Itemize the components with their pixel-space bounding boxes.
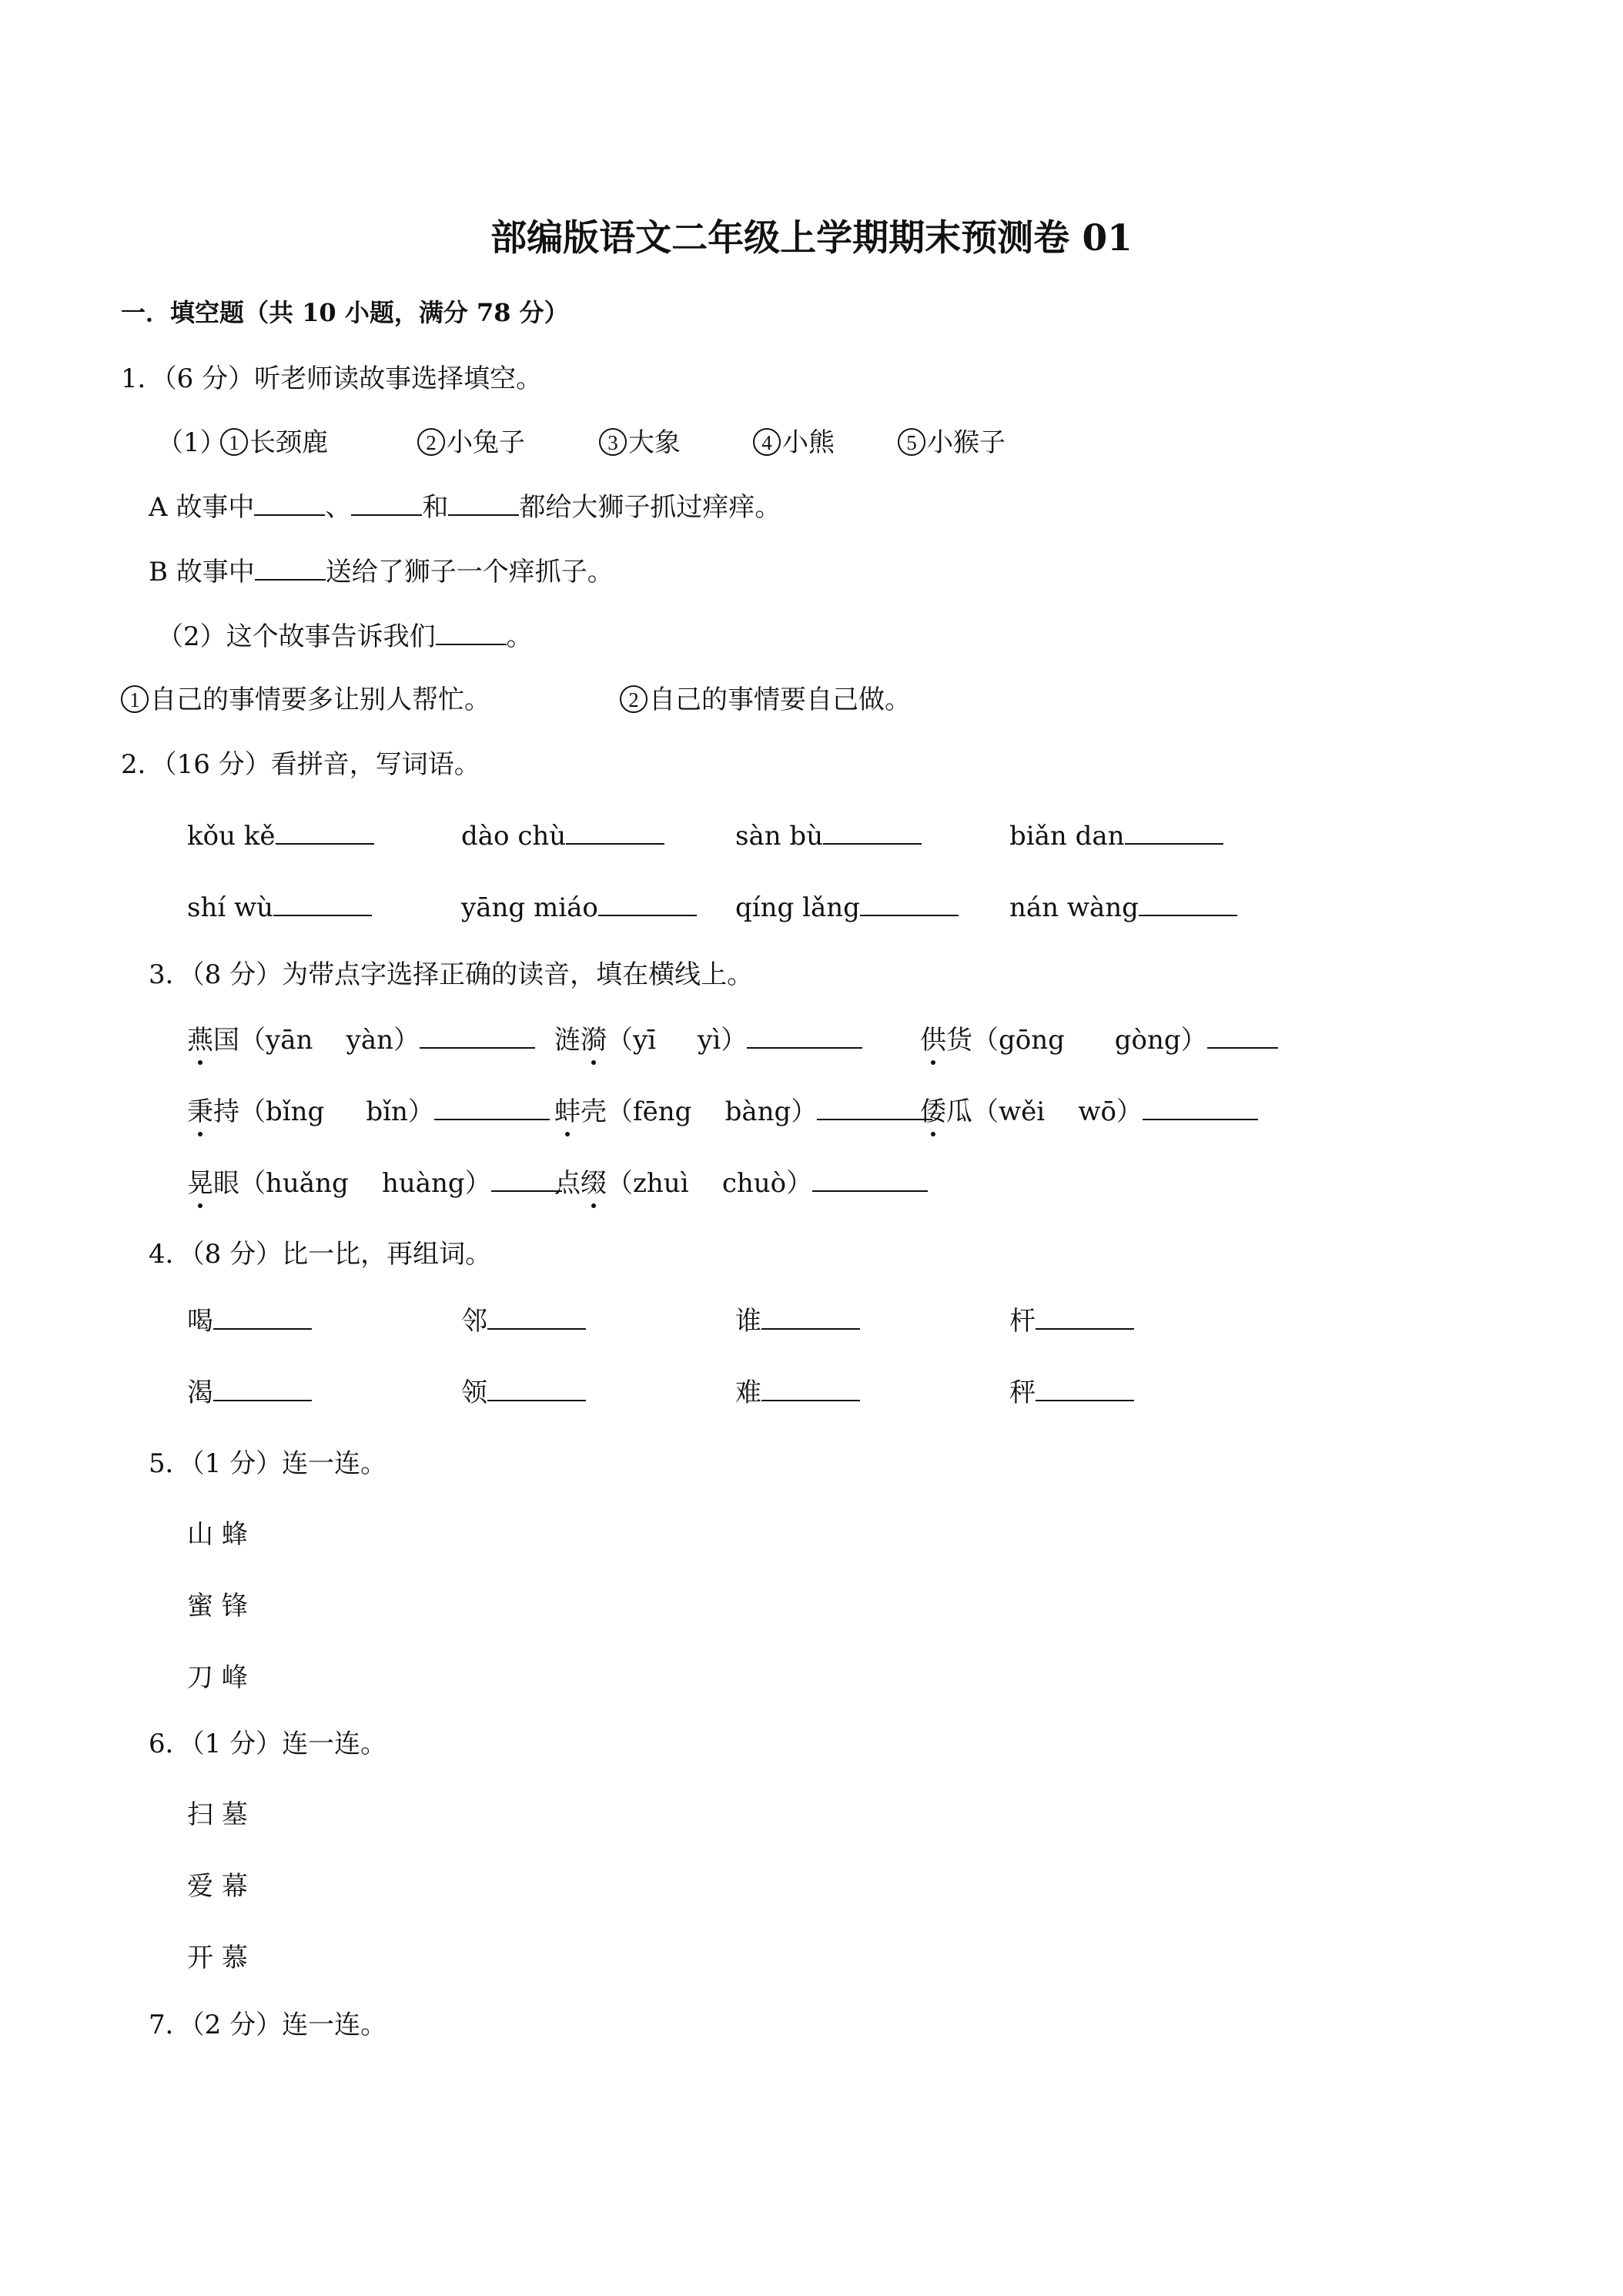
- pinyin-item: [461, 892, 697, 923]
- q4-row-2: [187, 1377, 1265, 1407]
- dotted-char: 倭: [920, 1096, 946, 1127]
- pinyin-item: [461, 820, 664, 852]
- answer-blank[interactable]: [213, 1305, 312, 1330]
- text: （: [607, 1025, 633, 1056]
- right-char[interactable]: 幕: [221, 1871, 248, 1902]
- right-char[interactable]: 蜂: [221, 1519, 248, 1550]
- char-item: [461, 1305, 586, 1337]
- circled-number: 1: [220, 428, 248, 456]
- q1-choice-2: [620, 684, 911, 715]
- character: 喝: [187, 1306, 213, 1337]
- character: 谁: [735, 1306, 761, 1337]
- answer-blank[interactable]: [254, 491, 325, 516]
- pinyin-option: zhuì: [633, 1168, 689, 1199]
- option-text: 小猴子: [927, 427, 1006, 458]
- q7-stem: 7．（2 分）连一连。: [149, 2010, 387, 2040]
- answer-blank[interactable]: [420, 1024, 535, 1049]
- dotted-char: 燕: [187, 1025, 213, 1056]
- answer-blank[interactable]: [1125, 820, 1223, 845]
- left-char[interactable]: 爱: [187, 1871, 213, 1902]
- q5-stem: 5．（1 分）连一连。: [149, 1448, 387, 1479]
- option-text: 长颈鹿: [249, 427, 328, 458]
- answer-blank[interactable]: [747, 1024, 862, 1049]
- left-char[interactable]: 扫: [187, 1799, 213, 1830]
- pinyin-option: yì: [698, 1025, 721, 1056]
- q1-part1-label: （1）: [157, 427, 226, 458]
- text: 送给了狮子一个痒抓子。: [325, 557, 614, 587]
- pinyin: sàn bù: [735, 821, 824, 852]
- q6-stem: 6．（1 分）连一连。: [149, 1729, 387, 1759]
- option-text: 大象: [628, 427, 681, 458]
- q3-stem: 3．（8 分）为带点字选择正确的读音，填在横线上。: [149, 959, 754, 990]
- page-title: 部编版语文二年级上学期期末预测卷 01: [490, 217, 1133, 259]
- circled-number: 2: [417, 428, 445, 456]
- pinyin: kǒu kě: [187, 821, 276, 852]
- pinyin-option: bǐn: [366, 1096, 408, 1127]
- answer-blank[interactable]: [1143, 1096, 1258, 1120]
- text: 涟: [554, 1025, 581, 1056]
- q1-option-1: [220, 427, 328, 458]
- q2-row-1: [187, 820, 1265, 851]
- right-char[interactable]: 峰: [221, 1662, 248, 1693]
- q2-stem: 2．（16 分）看拼音，写词语。: [121, 749, 480, 780]
- text: ）: [791, 1096, 818, 1127]
- character: 领: [461, 1377, 487, 1408]
- answer-blank[interactable]: [276, 820, 374, 845]
- pinyin-option: wěi: [999, 1096, 1046, 1127]
- dotted-char: 晃: [187, 1168, 213, 1199]
- dotted-char: 漪: [581, 1025, 607, 1056]
- section-heading: 一．填空题（共 10 小题，满分 78 分）: [121, 298, 569, 327]
- q1-option-5: [898, 427, 1006, 458]
- character: 杆: [1009, 1306, 1036, 1337]
- q4-row-1: [187, 1305, 1265, 1336]
- answer-blank[interactable]: [761, 1377, 860, 1401]
- q5-row: [187, 1519, 248, 1550]
- option-text: 小熊: [782, 427, 835, 458]
- pinyin-item: [187, 892, 372, 923]
- char-item: [1009, 1305, 1134, 1337]
- q2-row-2: [187, 892, 1265, 922]
- reading-item: [554, 1096, 932, 1127]
- pinyin: nán wàng: [1009, 892, 1139, 923]
- text: 瓜（: [946, 1096, 999, 1127]
- answer-blank[interactable]: [860, 892, 959, 916]
- answer-blank[interactable]: [1207, 1024, 1278, 1049]
- answer-blank[interactable]: [491, 1167, 562, 1192]
- pinyin-option: gōng: [999, 1025, 1065, 1056]
- right-char[interactable]: 慕: [221, 1943, 248, 1973]
- text: ）: [393, 1025, 420, 1056]
- left-char[interactable]: 山: [187, 1519, 213, 1550]
- dotted-char: 缀: [581, 1168, 607, 1199]
- reading-item: [187, 1096, 550, 1127]
- text: 点: [554, 1168, 581, 1199]
- circled-number: 4: [753, 428, 781, 456]
- q3-row-2: [187, 1096, 1342, 1126]
- pinyin: qíng lǎng: [735, 892, 860, 923]
- pinyin: biǎn dan: [1009, 821, 1125, 852]
- right-char[interactable]: 锋: [221, 1591, 248, 1622]
- q3-row-1: [187, 1024, 1342, 1055]
- pinyin-item: [1009, 820, 1223, 852]
- q1-option-2: [417, 427, 525, 458]
- pinyin: yāng miáo: [461, 892, 598, 923]
- answer-blank[interactable]: [812, 1167, 928, 1192]
- answer-blank[interactable]: [434, 1096, 550, 1120]
- left-char[interactable]: 刀: [187, 1662, 213, 1693]
- q5-row: [187, 1591, 248, 1622]
- q1-option-3: [599, 427, 681, 458]
- pinyin-option: bǐng: [266, 1096, 325, 1127]
- dotted-char: 秉: [187, 1096, 213, 1127]
- pinyin-option: chuò: [721, 1168, 787, 1199]
- reading-item: [920, 1024, 1278, 1056]
- text: ）: [1116, 1096, 1143, 1127]
- q1-part1-options: [157, 427, 1081, 458]
- dotted-char: 供: [920, 1025, 946, 1056]
- q3-row-3: [187, 1167, 1342, 1198]
- pinyin-option: yàn: [346, 1025, 394, 1056]
- answer-blank[interactable]: [566, 820, 664, 845]
- text: 。: [506, 621, 533, 652]
- circled-number: 2: [620, 685, 648, 713]
- answer-blank[interactable]: [487, 1305, 586, 1330]
- text: （: [607, 1168, 633, 1199]
- reading-item: [187, 1167, 562, 1199]
- q1-line-a: [149, 491, 781, 522]
- text: 国（: [213, 1025, 266, 1056]
- pinyin-option: yī: [633, 1025, 657, 1056]
- pinyin: shí wù: [187, 892, 274, 923]
- text: 、: [325, 492, 352, 523]
- text: ）: [1180, 1025, 1207, 1056]
- q1-part2: [157, 621, 533, 651]
- answer-blank[interactable]: [448, 491, 519, 516]
- left-char[interactable]: 开: [187, 1943, 213, 1973]
- pinyin-option: huàng: [381, 1168, 465, 1199]
- text: （2）这个故事告诉我们: [157, 621, 436, 652]
- text: A 故事中: [149, 492, 255, 523]
- q1-line-b: [149, 556, 614, 587]
- q1-choice-1: [121, 684, 490, 715]
- answer-blank[interactable]: [1036, 1305, 1134, 1330]
- answer-blank[interactable]: [487, 1377, 586, 1401]
- q5-row: [187, 1662, 248, 1693]
- q1-choices: [121, 684, 1045, 715]
- pinyin-item: [735, 892, 959, 923]
- text: ）: [464, 1168, 491, 1199]
- pinyin: dào chù: [461, 821, 567, 852]
- left-char[interactable]: 蜜: [187, 1591, 213, 1622]
- text: 持（: [213, 1096, 266, 1127]
- answer-blank[interactable]: [823, 820, 922, 845]
- circled-number: 3: [599, 428, 627, 456]
- text: 壳（: [581, 1096, 633, 1127]
- q4-stem: 4．（8 分）比一比，再组词。: [149, 1239, 492, 1270]
- pinyin-item: [735, 820, 922, 852]
- pinyin-item: [187, 820, 374, 852]
- character: 秤: [1009, 1377, 1036, 1408]
- pinyin-option: huǎng: [266, 1168, 349, 1199]
- text: B 故事中: [149, 557, 255, 587]
- text: 眼（: [213, 1168, 266, 1199]
- answer-blank[interactable]: [598, 892, 697, 916]
- choice-text: 自己的事情要多让别人帮忙。: [150, 684, 490, 715]
- dotted-char: 蚌: [554, 1096, 581, 1127]
- pinyin-option: gòng: [1114, 1025, 1181, 1056]
- char-item: [187, 1305, 312, 1337]
- reading-item: [554, 1167, 928, 1199]
- answer-blank[interactable]: [436, 621, 507, 645]
- text: 和: [422, 492, 449, 523]
- answer-blank[interactable]: [1036, 1377, 1134, 1401]
- character: 渴: [187, 1377, 213, 1408]
- text: 货（: [946, 1025, 999, 1056]
- pinyin-option: yān: [266, 1025, 313, 1056]
- answer-blank[interactable]: [273, 892, 372, 916]
- q6-row: [187, 1871, 248, 1902]
- char-item: [461, 1377, 586, 1408]
- reading-item: [554, 1024, 862, 1056]
- char-item: [735, 1377, 860, 1408]
- answer-blank[interactable]: [1139, 892, 1237, 916]
- reading-item: [187, 1024, 535, 1056]
- answer-blank[interactable]: [817, 1096, 932, 1120]
- text: ）: [786, 1168, 813, 1199]
- text: ）: [721, 1025, 748, 1056]
- character: 邻: [461, 1306, 487, 1337]
- pinyin-option: wō: [1078, 1096, 1116, 1127]
- q1-option-4: [753, 427, 835, 458]
- char-item: [1009, 1377, 1134, 1408]
- pinyin-item: [1009, 892, 1237, 923]
- answer-blank[interactable]: [255, 556, 326, 581]
- answer-blank[interactable]: [761, 1305, 860, 1330]
- char-item: [187, 1377, 312, 1408]
- reading-item: [920, 1096, 1258, 1127]
- circled-number: 5: [898, 428, 925, 456]
- pinyin-option: fēng: [633, 1096, 692, 1127]
- character: 难: [735, 1377, 761, 1408]
- circled-number: 1: [121, 685, 149, 713]
- q1-stem: 1．（6 分）听老师读故事选择填空。: [121, 363, 543, 394]
- answer-blank[interactable]: [213, 1377, 312, 1401]
- right-char[interactable]: 墓: [221, 1799, 248, 1830]
- answer-blank[interactable]: [351, 491, 422, 516]
- q6-row: [187, 1799, 248, 1830]
- char-item: [735, 1305, 860, 1337]
- text: 都给大狮子抓过痒痒。: [519, 492, 781, 523]
- option-text: 小兔子: [447, 427, 525, 458]
- pinyin-option: bàng: [724, 1096, 791, 1127]
- text: ）: [407, 1096, 434, 1127]
- q6-row: [187, 1943, 248, 1973]
- choice-text: 自己的事情要自己做。: [649, 684, 911, 715]
